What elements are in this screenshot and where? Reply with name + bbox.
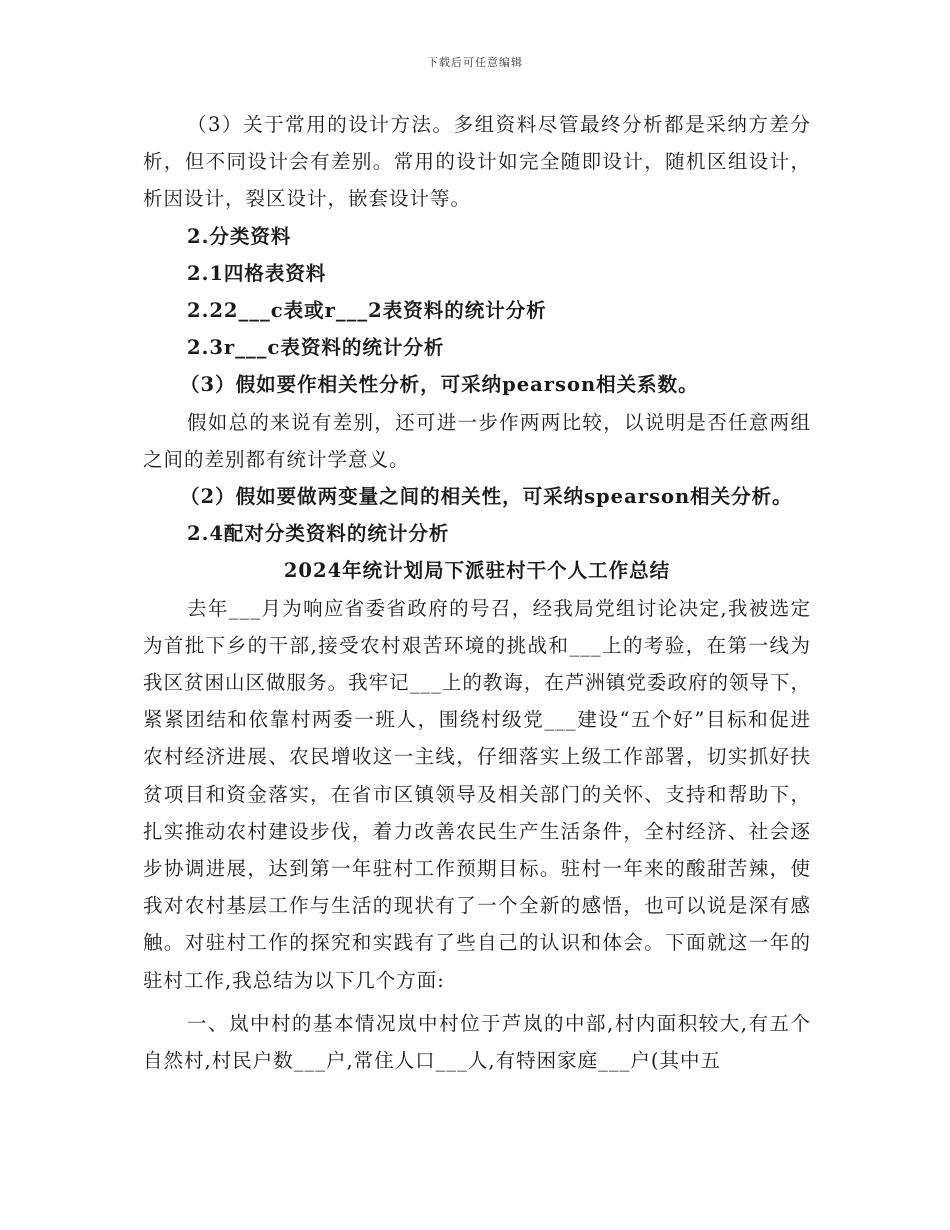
heading-classified-data: 2.分类资料 — [187, 224, 292, 248]
document-body — [143, 106, 811, 1079]
paragraph-summary-intro: 去年___月为响应省委省政府的号召，经我局党组讨论决定,我被选定为首批下乡的干部,接受农村艰苦环境的挑战和___上的考验，在第一线为我区贫困山区做服务。我牢记___上的教诲，在芦洲镇党委政府的领导下，紧紧团结和依靠村两委一班人，围绕村级党___建设“五个好”目标和促进农村经济进展、农民增收这一主线，仔细落实上级工作部署，切实抓好扶贫项目和资金落实，在省市区镇领导及相关部门的关怀、支持和帮助下，扎实推动农村建设步伐，着力改善农民生产生活条件，全村经济、社会逐步协调进展，达到第一年驻村工作预期目标。驻村一年来的酸甜苦辣，使我对农村基层工作与生活的现状有了一个全新的感悟，也可以说是深有感触。对驻村工作的探究和实践有了些自己的认识和体会。下面就这一年的驻村工作,我总结为以下几个方面: — [143, 596, 811, 992]
heading-2xc-table: 2.22___c表或r___2表资料的统计分析 — [187, 299, 547, 323]
paragraph-design-methods: （3）关于常用的设计方法。多组资料尽管最终分析都是采纳方差分析，但不同设计会有差别。常用的设计如完全随即设计，随机区组设计，析因设计，裂区设计，嵌套设计等。 — [143, 113, 811, 211]
heading-fourfold-table: 2.1四格表资料 — [187, 261, 327, 285]
header-note: 下载后可任意编辑 — [427, 56, 523, 69]
heading-rxc-table: 2.3r___c表资料的统计分析 — [187, 336, 445, 360]
bold-pearson-note: （3）假如要作相关性分析，可采纳pearson相关系数。 — [180, 373, 699, 397]
paragraph-pairwise: 假如总的来说有差别，还可进一步作两两比较，以说明是否任意两组之间的差别都有统计学意义。 — [143, 410, 811, 471]
document-title: 2024年统计划局下派驻村干个人工作总结 — [283, 559, 671, 583]
paragraph-village-info: 一、岚中村的基本情况岚中村位于芦岚的中部,村内面积较大,有五个自然村,村民户数___户,常住人口___人,有特困家庭___户(其中五 — [143, 1011, 811, 1073]
bold-spearson-note: （2）假如要做两变量之间的相关性，可采纳spearson相关分析。 — [180, 485, 793, 509]
heading-paired-data: 2.4配对分类资料的统计分析 — [187, 522, 450, 546]
